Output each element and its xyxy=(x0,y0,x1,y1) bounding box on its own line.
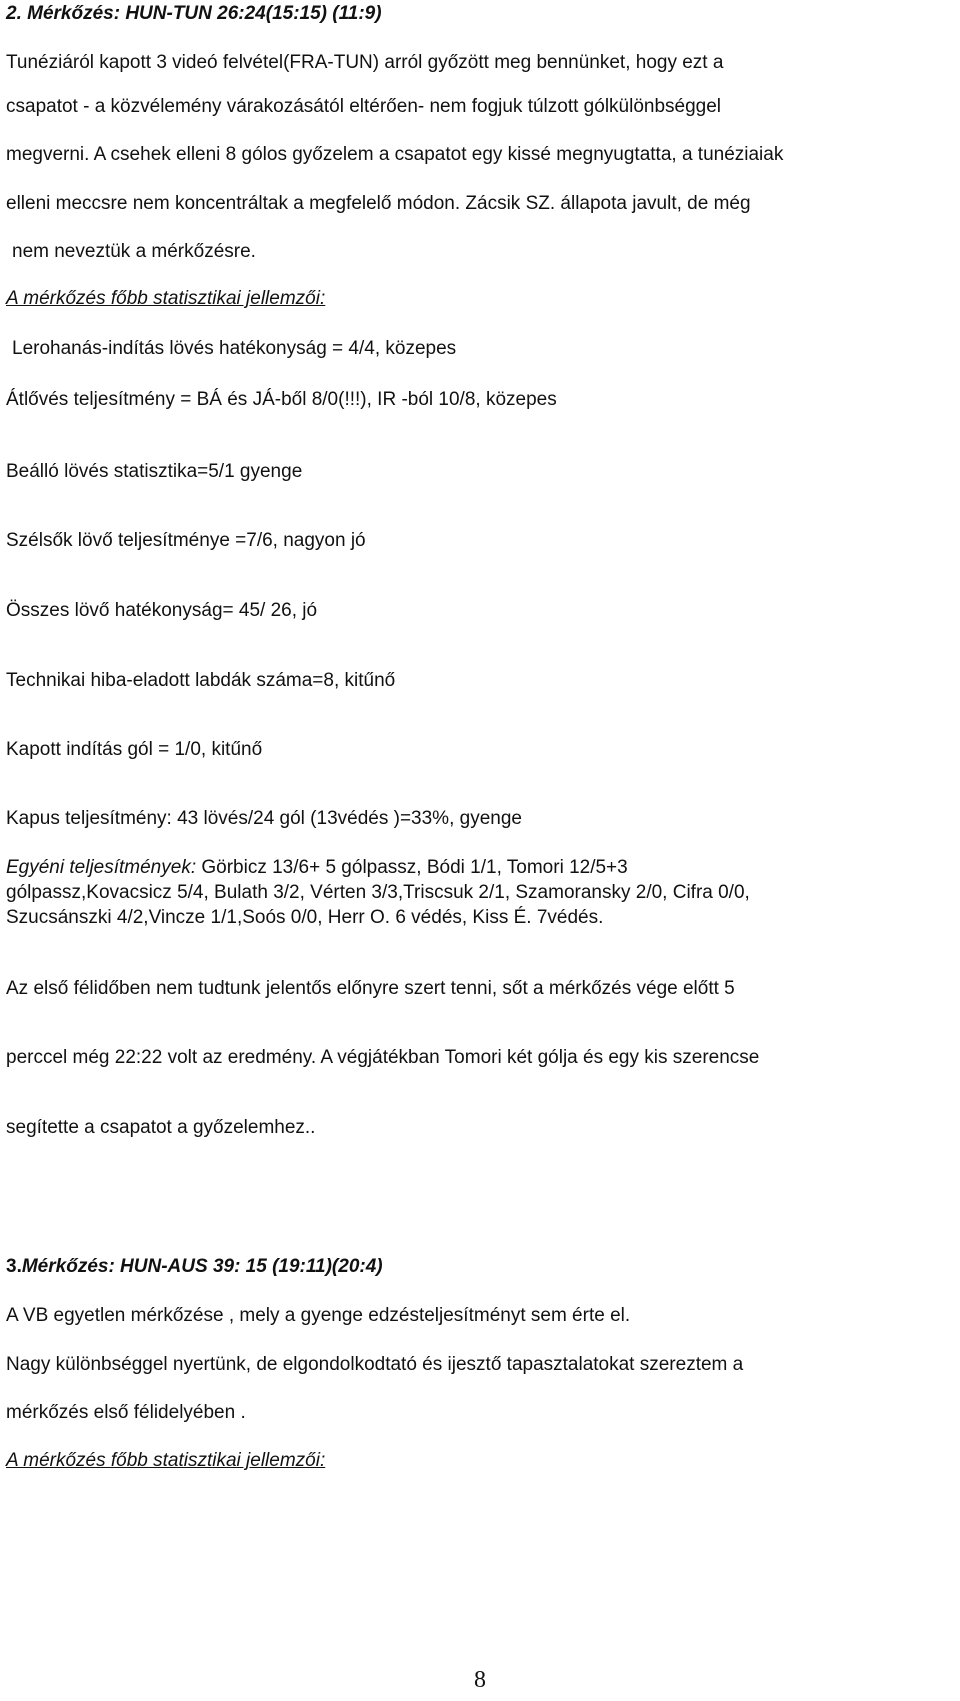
summary-line: Az első félidőben nem tudtunk jelentős előnyre szert tenni, sőt a mérkőzés vége előtt 5 xyxy=(6,978,735,999)
stat-line: Technikai hiba-eladott labdák száma=8, kitűnő xyxy=(6,670,396,691)
stat-line: Összes lövő hatékonyság= 45/ 26, jó xyxy=(6,600,318,621)
intro-line: nem neveztük a mérkőzésre. xyxy=(12,241,256,262)
section3-line: Nagy különbséggel nyertünk, de elgondolkodtató és ijesztő tapasztalatokat szereztem a xyxy=(6,1354,744,1375)
individual-performance-line: gólpassz,Kovacsicz 5/4, Bulath 3/2, Vérten 3/3,Triscsuk 2/1, Szamoransky 2/0, Cifra 0/0, xyxy=(6,882,750,903)
section3-heading-number: 3. xyxy=(6,1256,22,1277)
summary-line: perccel még 22:22 volt az eredmény. A végjátékban Tomori két gólja és egy kis szerencse xyxy=(6,1047,760,1068)
intro-line: csapatot - a közvélemény várakozásától eltérően- nem fogjuk túlzott gólkülönbséggel xyxy=(6,96,722,117)
section3-stats-heading: A mérkőzés főbb statisztikai jellemzői: xyxy=(6,1450,326,1471)
section3-line: A VB egyetlen mérkőzése , mely a gyenge edzésteljesítményt sem érte el. xyxy=(6,1305,631,1326)
page-number: 8 xyxy=(474,1667,486,1693)
section3-heading-text: Mérkőzés: HUN-AUS 39: 15 (19:11)(20:4) xyxy=(21,1256,383,1277)
summary-line: segítette a csapatot a győzelemhez.. xyxy=(6,1117,316,1138)
stat-line: Átlővés teljesítmény = BÁ és JÁ-ből 8/0(!!!), IR -ból 10/8, közepes xyxy=(6,389,557,410)
stat-line: Beálló lövés statisztika=5/1 gyenge xyxy=(6,461,303,482)
stat-line: Kapus teljesítmény: 43 lövés/24 gól (13védés )=33%, gyenge xyxy=(6,808,522,829)
individual-performance-line: Szucsánszki 4/2,Vincze 1/1,Soós 0/0, Herr O. 6 védés, Kiss É. 7védés. xyxy=(6,907,604,928)
section3-line: mérkőzés első félidelyében . xyxy=(6,1402,246,1423)
intro-line: megverni. A csehek elleni 8 gólos győzelem a csapatot egy kissé megnyugtatta, a tunéziaiak xyxy=(6,144,784,165)
section2-heading: 2. Mérkőzés: HUN-TUN 26:24(15:15) (11:9) xyxy=(6,3,382,24)
stats-heading: A mérkőzés főbb statisztikai jellemzői: xyxy=(6,288,326,309)
individual-text: Görbicz 13/6+ 5 gólpassz, Bódi 1/1, Tomori 12/5+3 xyxy=(196,857,628,878)
individual-label: Egyéni teljesítmények: xyxy=(6,857,197,878)
section3-heading xyxy=(6,1255,383,1279)
intro-line: elleni meccsre nem koncentráltak a megfelelő módon. Zácsik SZ. állapota javult, de még xyxy=(6,193,751,214)
stat-line: Szélsők lövő teljesítménye =7/6, nagyon jó xyxy=(6,530,366,551)
stat-line: Lerohanás-indítás lövés hatékonyság = 4/4, közepes xyxy=(12,338,457,359)
stat-line: Kapott indítás gól = 1/0, kitűnő xyxy=(6,739,263,760)
individual-performance-line xyxy=(6,856,628,880)
intro-line: Tunéziáról kapott 3 videó felvétel(FRA-TUN) arról győzött meg bennünket, hogy ezt a xyxy=(6,52,724,73)
